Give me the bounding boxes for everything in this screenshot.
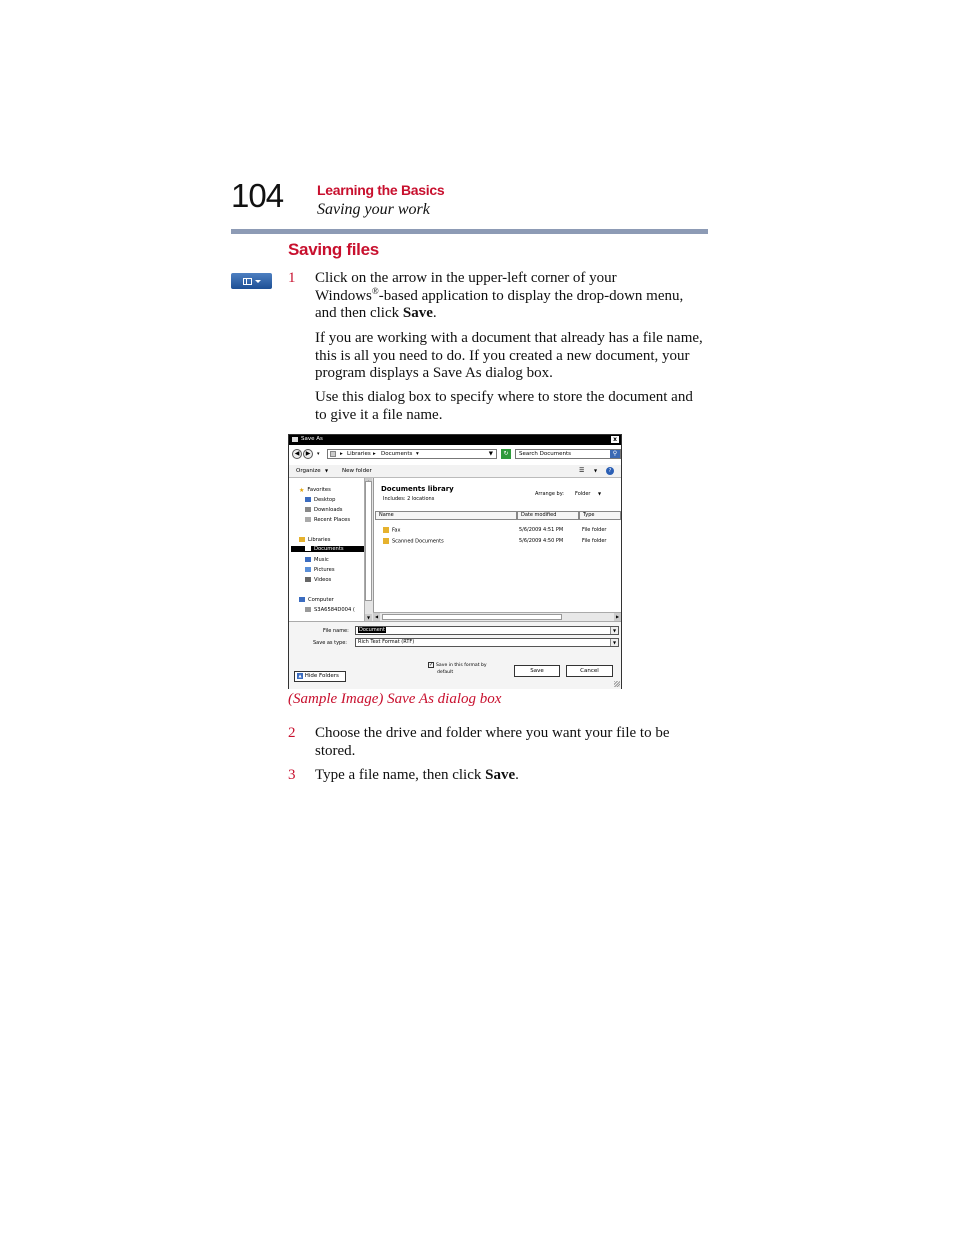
library-includes[interactable]: Includes: 2 locations xyxy=(383,496,435,502)
chapter-title: Learning the Basics xyxy=(317,182,445,198)
videos-icon xyxy=(305,577,311,582)
save-as-dialog xyxy=(288,434,622,689)
app-icon xyxy=(292,437,298,442)
step-number-1: 1 xyxy=(288,270,296,286)
search-icon[interactable]: ⚲ xyxy=(610,450,620,458)
header-rule xyxy=(231,229,708,234)
paragraph-existing-document: If you are working with a document that already has a file name, this is all you need to do. If you created a new document, your program displays a Save As dialog box. xyxy=(315,330,703,381)
section-heading: Saving files xyxy=(288,240,379,259)
address-separator-icon: ▸ xyxy=(373,451,376,457)
chevron-down-icon: ▾ xyxy=(416,451,419,457)
application-menu-button-icon xyxy=(231,273,272,289)
forward-button[interactable]: ▶ xyxy=(303,449,313,459)
nav-libraries[interactable]: Libraries xyxy=(299,537,330,543)
computer-icon xyxy=(299,597,305,602)
pictures-icon xyxy=(305,567,311,572)
organize-button[interactable]: Organize xyxy=(296,468,321,474)
table-row[interactable]: Scanned Documents 5/6/2009 4:50 PM File folder xyxy=(383,538,621,545)
scroll-down-icon[interactable]: ▼ xyxy=(366,615,371,620)
page-number: 104 xyxy=(231,177,284,214)
back-button[interactable]: ◀ xyxy=(292,449,302,459)
scroll-thumb[interactable] xyxy=(365,481,372,601)
save-as-type-select[interactable]: Rich Text Format (RTF) ▼ xyxy=(355,638,619,647)
nav-music[interactable]: Music xyxy=(305,557,329,563)
recent-pages-icon[interactable]: ▾ xyxy=(317,451,320,457)
step-3-text: Type a file name, then click Save. xyxy=(315,767,519,783)
cancel-button[interactable]: Cancel xyxy=(566,665,613,677)
library-icon xyxy=(330,451,336,457)
libraries-icon xyxy=(299,537,305,542)
paragraph-dialog-usage: Use this dialog box to specify where to store the document and to give it a file name. xyxy=(315,389,693,423)
folder-icon xyxy=(383,527,389,533)
address-segment-documents[interactable]: Documents xyxy=(381,451,413,457)
drive-icon xyxy=(305,607,311,612)
save-button[interactable]: Save xyxy=(514,665,560,677)
organize-dropdown-icon: ▼ xyxy=(325,468,329,473)
dialog-title: Save As xyxy=(301,436,323,442)
section-subtitle: Saving your work xyxy=(317,201,430,218)
checkbox-checked-icon[interactable]: ✓ xyxy=(429,662,434,668)
table-row[interactable]: Fax 5/6/2009 4:51 PM File folder xyxy=(383,527,621,534)
step-1-text: Click on the arrow in the upper-left corner of your Windows®-based application to display the drop-down menu, and then click Save. xyxy=(315,270,684,321)
resize-grip-icon[interactable] xyxy=(614,681,620,687)
scroll-right-icon[interactable]: ▶ xyxy=(615,614,620,619)
music-icon xyxy=(305,557,311,562)
new-folder-button[interactable]: New folder xyxy=(342,468,372,474)
save-default-checkbox[interactable]: ✓ Save in this format by default xyxy=(429,662,487,675)
column-header-name[interactable]: Name xyxy=(375,511,517,520)
refresh-icon[interactable]: ↻ xyxy=(501,449,511,459)
hide-folders-button[interactable]: ▲ Hide Folders xyxy=(294,671,346,682)
step-2-text: Choose the drive and folder where you want your file to be stored. xyxy=(315,725,670,759)
nav-favorites[interactable]: ★ Favorites xyxy=(299,487,331,494)
dropdown-arrow-icon xyxy=(255,280,261,283)
star-icon: ★ xyxy=(299,487,305,494)
address-segment-libraries[interactable]: Libraries xyxy=(347,451,371,457)
nav-computer[interactable]: Computer xyxy=(299,597,334,603)
horizontal-scroll-thumb[interactable] xyxy=(382,614,562,620)
nav-videos[interactable]: Videos xyxy=(305,577,331,583)
downloads-icon xyxy=(305,507,311,512)
file-name-input[interactable]: Document ▼ xyxy=(355,626,619,635)
library-title: Documents library xyxy=(381,485,454,493)
navigation-pane xyxy=(289,478,374,621)
scroll-left-icon[interactable]: ◀ xyxy=(374,614,379,619)
views-dropdown-icon[interactable]: ▼ xyxy=(594,468,598,473)
arrange-by-value[interactable]: Folder xyxy=(575,491,591,497)
address-dropdown-icon[interactable]: ▼ xyxy=(488,451,493,457)
nav-pictures[interactable]: Pictures xyxy=(305,567,335,573)
file-name-dropdown-icon[interactable]: ▼ xyxy=(610,627,618,634)
nav-drive[interactable]: S3A6584D004 ( xyxy=(305,607,355,613)
recent-places-icon xyxy=(305,517,311,522)
nav-desktop[interactable]: Desktop xyxy=(305,497,335,503)
menu-icon xyxy=(243,278,252,285)
arrange-dropdown-icon[interactable]: ▼ xyxy=(598,491,602,496)
help-icon[interactable]: ? xyxy=(606,467,614,475)
nav-downloads[interactable]: Downloads xyxy=(305,507,343,513)
search-input[interactable]: Search Documents ⚲ xyxy=(515,449,621,459)
address-separator-icon: ▸ xyxy=(340,451,343,457)
dialog-titlebar xyxy=(289,435,621,445)
step-number-2: 2 xyxy=(288,725,296,741)
arrange-by-label: Arrange by: xyxy=(535,491,564,497)
file-name-label: File name: xyxy=(323,628,349,634)
column-header-date[interactable]: Date modified xyxy=(517,511,579,520)
address-bar[interactable] xyxy=(327,449,497,459)
column-header-type[interactable]: Type xyxy=(579,511,621,520)
folder-icon xyxy=(383,538,389,544)
figure-caption: (Sample Image) Save As dialog box xyxy=(288,691,502,707)
nav-scrollbar[interactable] xyxy=(364,478,373,621)
dialog-toolbar xyxy=(289,465,621,478)
desktop-icon xyxy=(305,497,311,502)
step-number-3: 3 xyxy=(288,767,296,783)
close-button[interactable]: x xyxy=(611,436,619,443)
save-as-type-label: Save as type: xyxy=(313,640,347,646)
nav-documents[interactable]: Documents xyxy=(291,546,364,552)
collapse-icon: ▲ xyxy=(298,672,302,678)
views-icon[interactable]: ☰ xyxy=(579,467,585,474)
nav-recent-places[interactable]: Recent Places xyxy=(305,517,350,523)
documents-icon xyxy=(305,546,311,551)
save-as-type-dropdown-icon[interactable]: ▼ xyxy=(610,639,618,646)
